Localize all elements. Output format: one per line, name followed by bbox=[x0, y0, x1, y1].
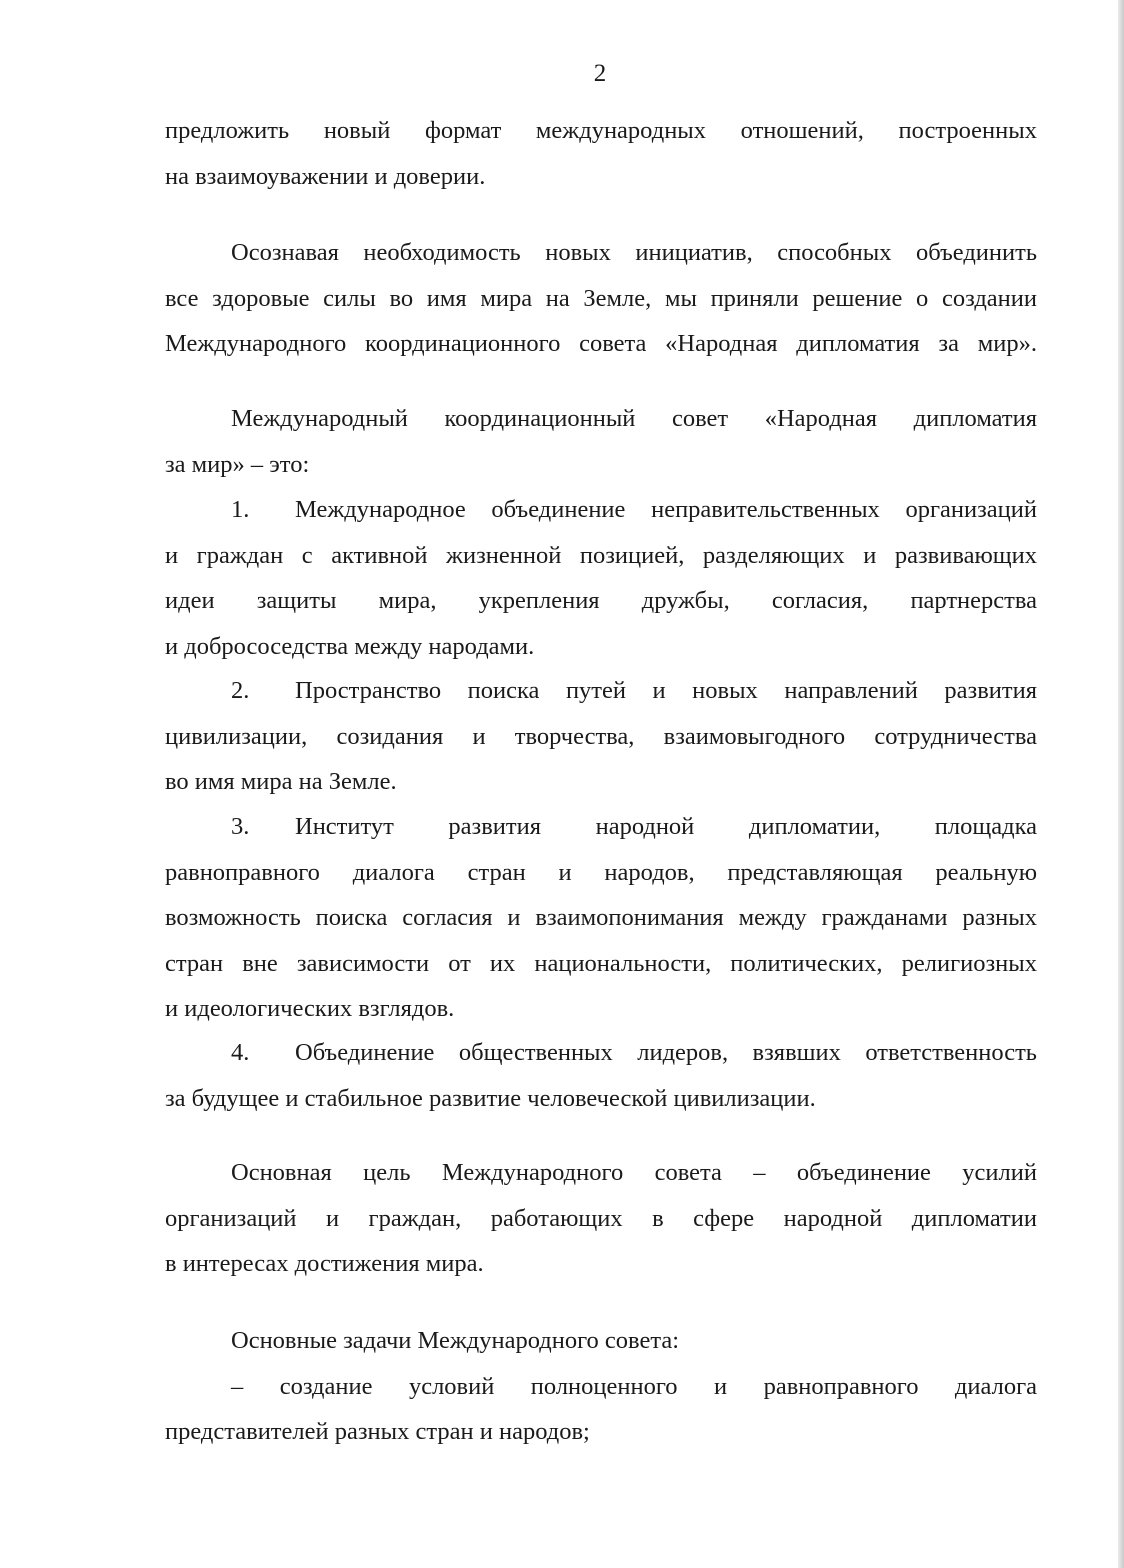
list-item-text: Институт развития народной дипломатии, площадка bbox=[295, 813, 1037, 840]
text-line: представителей разных стран и народов; bbox=[165, 1418, 590, 1445]
text-line: Осознавая необходимость новых инициатив, способных объединить bbox=[231, 239, 1037, 266]
text-line: все здоровые силы во имя мира на Земле, мы приняли решение о создании bbox=[165, 284, 1037, 312]
paragraph-main-tasks bbox=[165, 1318, 1037, 1455]
paragraph-initiatives bbox=[165, 230, 1037, 367]
paragraph-council-definition bbox=[165, 396, 1037, 487]
list-item-text: Международное объединение неправительственных организаций bbox=[295, 496, 1037, 523]
text-line: цивилизации, созидания и творчества, взаимовыгодного сотрудничества bbox=[165, 722, 1037, 750]
list-item-text: Объединение общественных лидеров, взявших ответственность bbox=[295, 1039, 1037, 1066]
list-item bbox=[165, 668, 1037, 805]
list-item bbox=[165, 804, 1037, 1032]
list-item-number: 2. bbox=[231, 677, 250, 704]
text-line: организаций и граждан, работающих в сфере народной дипломатии bbox=[165, 1204, 1037, 1232]
paragraph-main-goal bbox=[165, 1150, 1037, 1287]
text-line: стран вне зависимости от их национальности, политических, религиозных bbox=[165, 949, 1037, 977]
text-line: идеи защиты мира, укрепления дружбы, согласия, партнерства bbox=[165, 587, 1037, 614]
text-line bbox=[165, 668, 1037, 714]
text-line bbox=[165, 1030, 1037, 1076]
text-line: предложить новый формат международных отношений, построенных bbox=[165, 117, 1037, 144]
page-number: 2 bbox=[593, 60, 607, 87]
text-line: за мир» – это: bbox=[165, 450, 310, 478]
text-line: за будущее и стабильное развитие человеческой цивилизации. bbox=[165, 1084, 816, 1112]
list-item-number: 4. bbox=[231, 1039, 250, 1066]
page-edge-shadow bbox=[1118, 0, 1124, 1568]
section-heading: Основные задачи Международного совета: bbox=[231, 1327, 680, 1354]
text-line bbox=[165, 487, 1037, 533]
text-line: во имя мира на Земле. bbox=[165, 768, 397, 795]
list-item-text: Пространство поиска путей и новых направлений развития bbox=[295, 677, 1037, 704]
text-line bbox=[165, 804, 1037, 850]
text-line: и граждан с активной жизненной позицией, разделяющих и развивающих bbox=[165, 541, 1037, 569]
list-item-number: 1. bbox=[231, 496, 250, 523]
text-line: Основная цель Международного совета – объединение усилий bbox=[231, 1159, 1037, 1186]
list-item-number: 3. bbox=[231, 813, 250, 840]
text-line: и добрососедства между народами. bbox=[165, 632, 535, 660]
text-line: Международный координационный совет «Народная дипломатия bbox=[231, 405, 1037, 432]
text-line: в интересах достижения мира. bbox=[165, 1250, 484, 1277]
list-item bbox=[165, 487, 1037, 669]
text-line: на взаимоуважении и доверии. bbox=[165, 162, 486, 190]
text-line: Международного координационного совета «Народная дипломатия за мир». bbox=[165, 330, 1037, 357]
text-line: возможность поиска согласия и взаимопонимания между гражданами разных bbox=[165, 904, 1037, 931]
list-item bbox=[165, 1030, 1037, 1121]
text-line: и идеологических взглядов. bbox=[165, 995, 455, 1022]
text-line: – создание условий полноценного и равноправного диалога bbox=[231, 1372, 1037, 1400]
paragraph-continuation bbox=[165, 108, 1037, 199]
text-line: равноправного диалога стран и народов, представляющая реальную bbox=[165, 858, 1037, 886]
